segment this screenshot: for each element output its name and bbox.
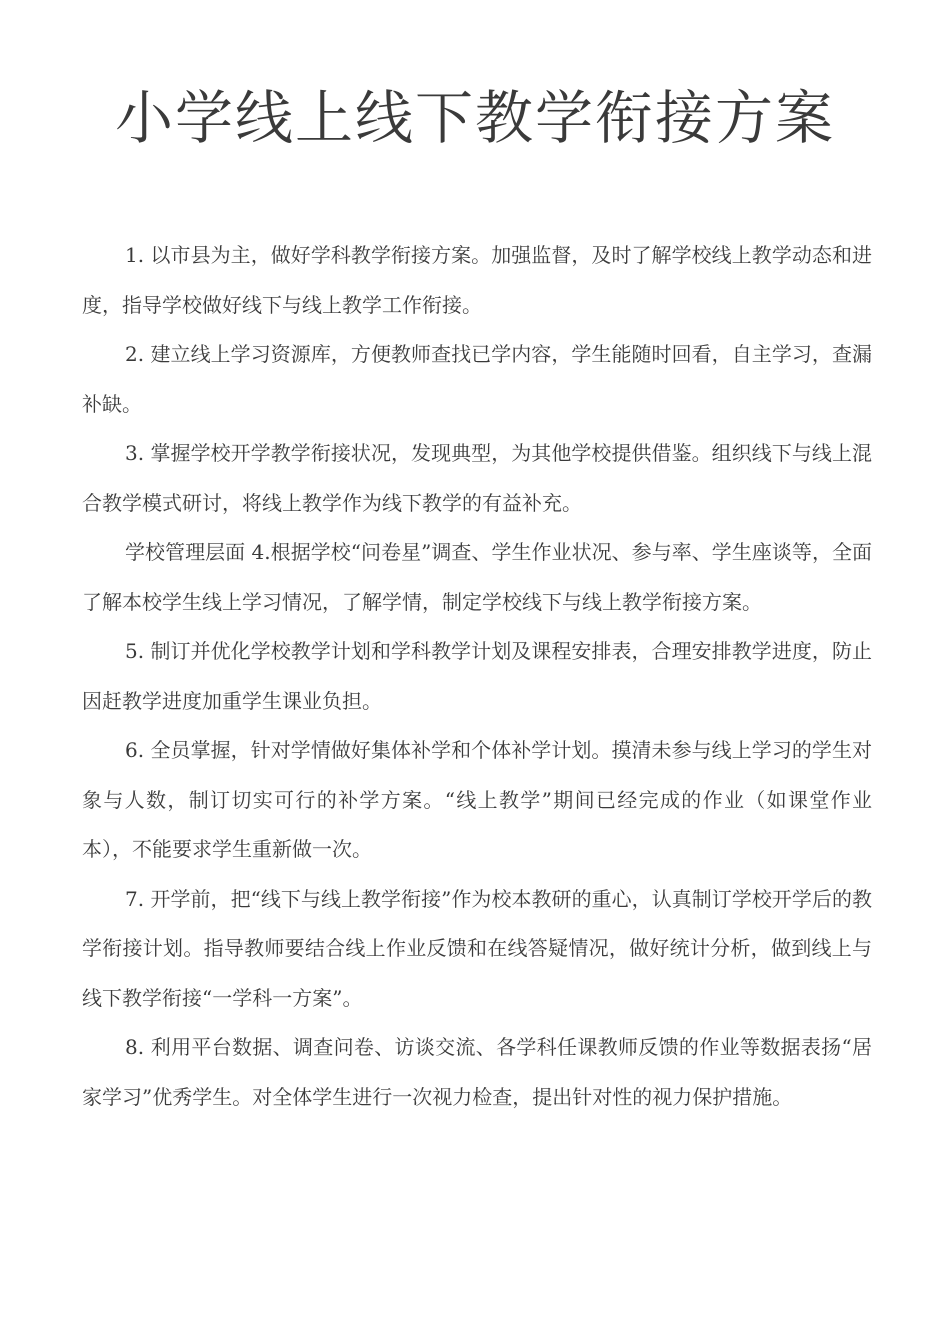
document-title: 小学线上线下教学衔接方案	[114, 84, 835, 152]
paragraph-7: 7. 开学前，把“线下与线上教学衔接”作为校本教研的重心，认真制订学校开学后的教学衔接计划。指导教师要结合线上作业反馈和在线答疑情况，做好统计分析，做到线上与线下教学衔接“一学科一方案”。	[82, 886, 872, 1010]
paragraph-4: 学校管理层面 4.根据学校“问卷星”调查、学生作业状况、参与率、学生座谈等，全面了解本校学生线上学习情况，了解学情，制定学校线下与线上教学衔接方案。	[82, 540, 872, 614]
paragraph-2: 2. 建立线上学习资源库，方便教师查找已学内容，学生能随时回看，自主学习，查漏补缺。	[82, 342, 872, 416]
paragraph-8: 8. 利用平台数据、调查问卷、访谈交流、各学科任课教师反馈的作业等数据表扬“居家学习”优秀学生。对全体学生进行一次视力检查，提出针对性的视力保护措施。	[82, 1035, 872, 1109]
paragraph-1: 1. 以市县为主，做好学科教学衔接方案。加强监督，及时了解学校线上教学动态和进度，指导学校做好线下与线上教学工作衔接。	[82, 243, 872, 317]
paragraph-5: 5. 制订并优化学校教学计划和学科教学计划及课程安排表，合理安排教学进度，防止因赶教学进度加重学生课业负担。	[82, 639, 872, 713]
paragraph-6: 6. 全员掌握，针对学情做好集体补学和个体补学计划。摸清未参与线上学习的学生对象与人数，制订切实可行的补学方案。“线上教学”期间已经完成的作业（如课堂作业本），不能要求学生重新做一次。	[82, 738, 872, 861]
document-body	[82, 231, 872, 1122]
paragraph-3: 3. 掌握学校开学教学衔接状况，发现典型，为其他学校提供借鉴。组织线下与线上混合教学模式研讨，将线上教学作为线下教学的有益补充。	[82, 441, 872, 515]
